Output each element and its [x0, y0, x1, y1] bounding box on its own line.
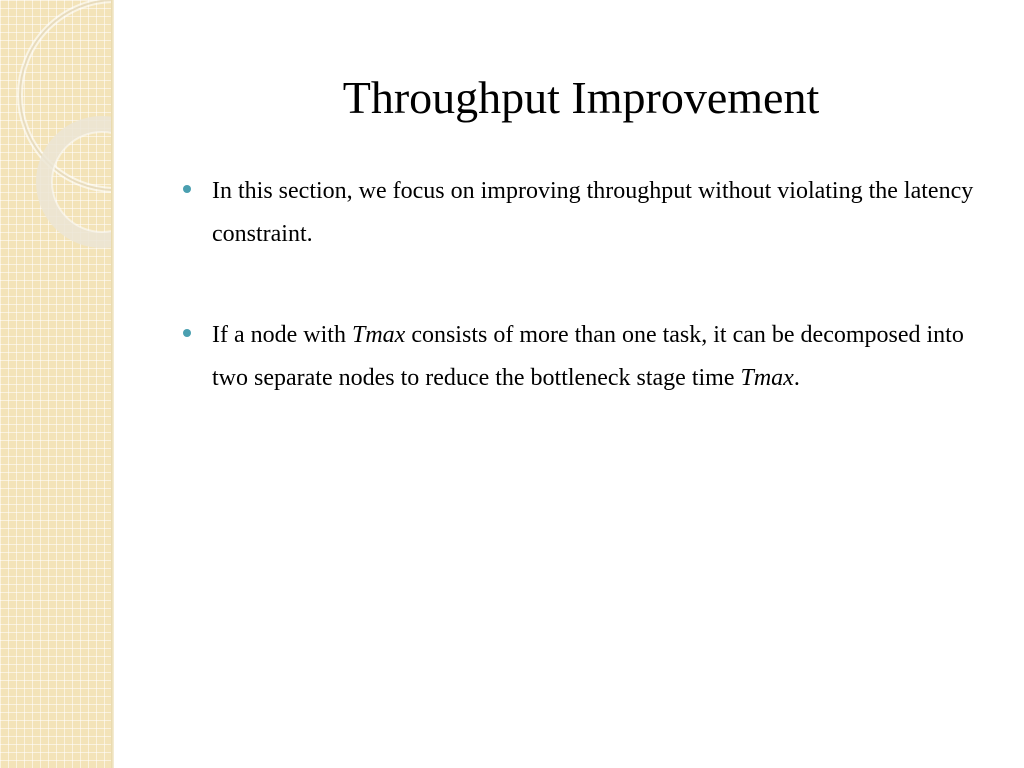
- bullet-dot-icon: [183, 329, 191, 337]
- large-ring: [20, 0, 113, 190]
- bullet-text-part: If a node with: [212, 322, 352, 348]
- bullet-text-part: .: [793, 365, 800, 391]
- large-ring-outline: [20, 0, 113, 190]
- slide-title: Throughput Improvement: [342, 72, 820, 123]
- bullet-italic-term: Tmax: [740, 365, 794, 391]
- bullet-item: [183, 314, 993, 400]
- decorative-circles: [0, 0, 113, 768]
- bullet-dot-icon: [183, 185, 191, 193]
- bullet-italic-term: Tmax: [351, 322, 406, 348]
- side-panel-edge: [111, 0, 114, 768]
- bullet-text: In this section, we focus on improving throughput without violating the latency constraint.: [212, 178, 974, 247]
- bullet-item: [183, 170, 993, 256]
- bullet-list: [183, 170, 993, 400]
- decorative-side-panel: [0, 0, 113, 768]
- bullet-text-part: consists of more than one task, it can be decomposed into two separate nodes to reduce the bottleneck stage time: [212, 322, 964, 391]
